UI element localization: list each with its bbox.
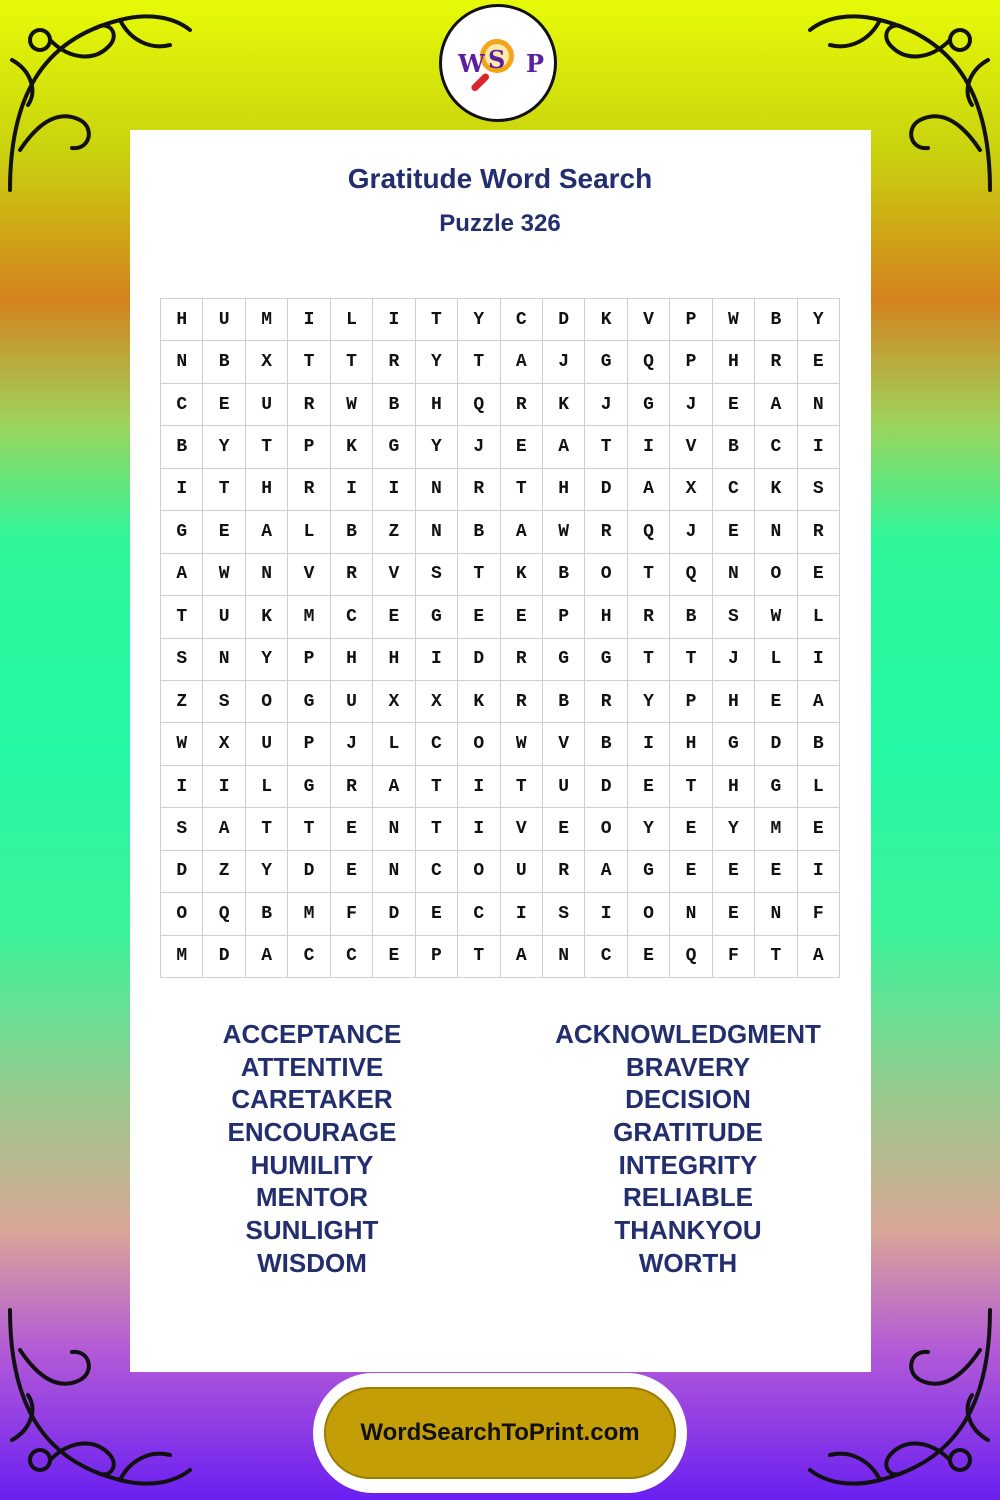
grid-cell[interactable]: G [585,341,627,383]
grid-cell[interactable]: R [798,511,840,553]
grid-cell[interactable]: B [670,596,712,638]
grid-cell[interactable]: O [458,723,500,765]
grid-cell[interactable]: X [670,469,712,511]
grid-cell[interactable]: H [373,639,415,681]
grid-cell[interactable]: I [373,469,415,511]
grid-cell[interactable]: H [331,639,373,681]
grid-cell[interactable]: H [670,723,712,765]
grid-cell[interactable]: T [458,936,500,978]
grid-cell[interactable]: Y [713,808,755,850]
grid-cell[interactable]: H [246,469,288,511]
grid-cell[interactable]: C [585,936,627,978]
grid-cell[interactable]: S [203,681,245,723]
grid-cell[interactable]: T [458,341,500,383]
grid-cell[interactable]: A [755,384,797,426]
grid-cell[interactable]: U [501,851,543,893]
grid-cell[interactable]: E [798,808,840,850]
grid-cell[interactable]: I [628,723,670,765]
grid-cell[interactable]: I [798,426,840,468]
grid-cell[interactable]: F [713,936,755,978]
grid-cell[interactable]: T [416,299,458,341]
grid-cell[interactable]: G [628,384,670,426]
grid-cell[interactable]: E [373,936,415,978]
grid-cell[interactable]: E [755,851,797,893]
grid-cell[interactable]: Q [203,893,245,935]
grid-cell[interactable]: G [543,639,585,681]
grid-cell[interactable]: O [246,681,288,723]
grid-cell[interactable]: S [161,808,203,850]
grid-cell[interactable]: C [501,299,543,341]
grid-cell[interactable]: V [543,723,585,765]
grid-cell[interactable]: N [670,893,712,935]
grid-cell[interactable]: E [628,936,670,978]
word-list-item: GRATITUDE [613,1117,763,1148]
grid-cell[interactable]: A [628,469,670,511]
word-list-item: ACKNOWLEDGMENT [555,1019,821,1049]
grid-cell[interactable]: T [501,766,543,808]
grid-cell[interactable]: Q [628,341,670,383]
grid-cell[interactable]: I [416,639,458,681]
grid-cell[interactable]: I [288,299,330,341]
grid-cell[interactable]: E [798,554,840,596]
grid-cell[interactable]: R [543,851,585,893]
grid-cell[interactable]: Y [246,639,288,681]
grid-cell[interactable]: P [543,596,585,638]
grid-cell[interactable]: A [501,511,543,553]
word-list-item: MENTOR [255,1182,369,1213]
grid-cell[interactable]: J [331,723,373,765]
grid-cell[interactable]: N [416,469,458,511]
grid-cell[interactable]: E [543,808,585,850]
grid-cell[interactable]: B [543,554,585,596]
grid-cell[interactable]: C [161,384,203,426]
grid-cell[interactable]: R [501,384,543,426]
grid-cell[interactable]: B [203,341,245,383]
grid-cell[interactable]: H [713,766,755,808]
grid-cell[interactable]: O [585,808,627,850]
grid-cell[interactable]: T [501,469,543,511]
grid-cell[interactable]: J [713,639,755,681]
grid-cell[interactable]: N [798,384,840,426]
grid-cell[interactable]: H [543,469,585,511]
grid-cell[interactable]: B [798,723,840,765]
grid-cell[interactable]: S [416,554,458,596]
grid-cell[interactable]: A [203,808,245,850]
grid-cell[interactable]: E [331,808,373,850]
word-list-item: WISDOM [257,1247,367,1278]
grid-cell[interactable]: Z [373,511,415,553]
grid-cell[interactable]: O [458,851,500,893]
grid-cell[interactable]: D [373,893,415,935]
grid-cell[interactable]: P [288,426,330,468]
grid-cell[interactable]: R [331,766,373,808]
grid-cell[interactable]: T [628,554,670,596]
grid-cell[interactable]: E [501,426,543,468]
grid-cell[interactable]: C [416,723,458,765]
grid-cell[interactable]: B [585,723,627,765]
grid-cell[interactable]: I [501,893,543,935]
grid-cell[interactable]: I [161,469,203,511]
grid-cell[interactable]: N [755,893,797,935]
grid-cell[interactable]: D [585,469,627,511]
grid-cell[interactable]: Z [203,851,245,893]
grid-cell[interactable]: H [161,299,203,341]
grid-cell[interactable]: V [628,299,670,341]
grid-cell[interactable]: S [798,469,840,511]
grid-cell[interactable]: E [373,596,415,638]
grid-cell[interactable]: D [755,723,797,765]
grid-cell[interactable]: R [501,639,543,681]
grid-cell[interactable]: F [798,893,840,935]
grid-cell[interactable]: G [628,851,670,893]
grid-cell[interactable]: P [416,936,458,978]
grid-cell[interactable]: W [755,596,797,638]
grid-cell[interactable]: Q [670,936,712,978]
grid-cell[interactable]: Q [628,511,670,553]
grid-cell[interactable]: S [713,596,755,638]
grid-cell[interactable]: B [755,299,797,341]
word-list-item: WORTH [638,1247,738,1278]
grid-cell[interactable]: P [288,723,330,765]
grid-cell[interactable]: X [246,341,288,383]
grid-cell[interactable]: B [373,384,415,426]
grid-cell[interactable]: R [501,681,543,723]
grid-cell[interactable]: N [246,554,288,596]
grid-cell[interactable]: Y [628,681,670,723]
word-list-right [498,1018,878,1280]
letter-grid [160,298,840,978]
grid-cell[interactable]: J [670,384,712,426]
wsp-logo [439,4,557,122]
grid-cell[interactable]: J [585,384,627,426]
grid-cell[interactable]: W [501,723,543,765]
word-list-item: BRAVERY [625,1051,751,1082]
grid-cell[interactable]: G [755,766,797,808]
grid-cell[interactable]: G [161,511,203,553]
grid-cell[interactable]: S [543,893,585,935]
grid-cell[interactable]: N [543,936,585,978]
grid-cell[interactable]: Y [416,341,458,383]
grid-cell[interactable]: O [755,554,797,596]
grid-cell[interactable]: U [246,384,288,426]
grid-cell[interactable]: Y [416,426,458,468]
grid-cell[interactable]: N [373,851,415,893]
logo-letter-s: S [488,45,506,74]
grid-cell[interactable]: K [458,681,500,723]
grid-cell[interactable]: D [458,639,500,681]
grid-cell[interactable]: H [713,341,755,383]
grid-cell[interactable]: N [416,511,458,553]
grid-cell[interactable]: T [246,808,288,850]
grid-cell[interactable]: E [670,851,712,893]
grid-cell[interactable]: I [331,469,373,511]
word-list-item: RELIABLE [623,1182,753,1213]
grid-cell[interactable]: Z [161,681,203,723]
grid-cell[interactable]: A [543,426,585,468]
grid-cell[interactable]: T [246,426,288,468]
grid-cell[interactable]: X [203,723,245,765]
grid-cell[interactable]: O [585,554,627,596]
grid-cell[interactable]: B [543,681,585,723]
grid-cell[interactable]: M [755,808,797,850]
grid-cell[interactable]: K [331,426,373,468]
grid-cell[interactable]: L [798,766,840,808]
grid-cell[interactable]: U [203,299,245,341]
grid-cell[interactable]: T [331,341,373,383]
logo-letter-w: W [458,49,485,78]
grid-cell[interactable]: T [161,596,203,638]
grid-cell[interactable]: S [161,639,203,681]
grid-cell[interactable]: C [755,426,797,468]
grid-cell[interactable]: E [755,681,797,723]
grid-cell[interactable]: L [798,596,840,638]
grid-cell[interactable]: I [798,851,840,893]
grid-cell[interactable]: J [543,341,585,383]
grid-cell[interactable]: L [755,639,797,681]
grid-cell[interactable]: W [543,511,585,553]
grid-cell[interactable]: V [373,554,415,596]
grid-cell[interactable]: H [585,596,627,638]
grid-cell[interactable]: I [161,766,203,808]
grid-cell[interactable]: A [373,766,415,808]
grid-cell[interactable]: B [458,511,500,553]
page-title: Gratitude Word Search [347,163,653,194]
grid-cell[interactable]: V [501,808,543,850]
grid-cell[interactable]: L [331,299,373,341]
grid-cell[interactable]: J [670,511,712,553]
grid-cell[interactable]: Q [458,384,500,426]
grid-cell[interactable]: I [798,639,840,681]
grid-cell[interactable]: E [203,384,245,426]
grid-cell[interactable]: C [416,851,458,893]
grid-cell[interactable]: A [501,341,543,383]
grid-cell[interactable]: X [373,681,415,723]
grid-cell[interactable]: M [161,936,203,978]
grid-cell[interactable]: D [543,299,585,341]
puzzle-number: Puzzle 326 [439,210,561,237]
grid-cell[interactable]: I [628,426,670,468]
grid-cell[interactable]: R [288,384,330,426]
grid-cell[interactable]: E [713,511,755,553]
word-list-item: DECISION [625,1084,751,1115]
grid-cell[interactable]: B [331,511,373,553]
grid-cell[interactable]: W [161,723,203,765]
grid-cell[interactable]: K [543,384,585,426]
grid-cell[interactable]: G [373,426,415,468]
logo-letter-p: P [526,49,545,78]
grid-cell[interactable]: Y [203,426,245,468]
grid-cell[interactable]: G [288,681,330,723]
grid-cell[interactable]: O [628,893,670,935]
grid-cell[interactable]: G [585,639,627,681]
word-list-left [122,1018,502,1280]
grid-cell[interactable]: N [713,554,755,596]
grid-cell[interactable]: J [458,426,500,468]
grid-cell[interactable]: N [755,511,797,553]
grid-cell[interactable]: E [628,766,670,808]
grid-cell[interactable]: T [288,341,330,383]
grid-cell[interactable]: R [331,554,373,596]
grid-cell[interactable]: B [713,426,755,468]
grid-cell[interactable]: M [288,596,330,638]
grid-cell[interactable]: A [246,936,288,978]
grid-cell[interactable]: W [203,554,245,596]
grid-cell[interactable]: V [288,554,330,596]
grid-cell[interactable]: D [161,851,203,893]
grid-cell[interactable]: H [416,384,458,426]
grid-cell[interactable]: Y [246,851,288,893]
word-list-item: SUNLIGHT [245,1215,379,1246]
grid-cell[interactable]: R [628,596,670,638]
grid-cell[interactable]: T [755,936,797,978]
grid-cell[interactable]: T [203,469,245,511]
grid-cell[interactable]: A [246,511,288,553]
grid-cell[interactable]: T [458,554,500,596]
word-list-item: ATTENTIVE [240,1051,384,1082]
grid-cell[interactable]: A [501,936,543,978]
grid-cell[interactable]: Y [628,808,670,850]
grid-cell[interactable]: F [331,893,373,935]
grid-cell[interactable]: E [798,341,840,383]
grid-cell[interactable]: K [755,469,797,511]
grid-cell[interactable]: R [755,341,797,383]
grid-cell[interactable]: I [585,893,627,935]
grid-cell[interactable]: T [416,808,458,850]
grid-cell[interactable]: K [501,554,543,596]
grid-cell[interactable]: W [713,299,755,341]
grid-cell[interactable]: U [203,596,245,638]
grid-cell[interactable]: U [246,723,288,765]
grid-cell[interactable]: E [670,808,712,850]
grid-cell[interactable]: E [203,511,245,553]
grid-cell[interactable]: G [288,766,330,808]
grid-cell[interactable]: I [458,766,500,808]
grid-cell[interactable]: M [288,893,330,935]
word-list-item: HUMILITY [250,1149,374,1180]
grid-cell[interactable]: E [501,596,543,638]
grid-cell[interactable]: L [373,723,415,765]
grid-cell[interactable]: K [246,596,288,638]
grid-cell[interactable]: W [331,384,373,426]
grid-cell[interactable]: C [458,893,500,935]
word-list-item: INTEGRITY [618,1149,758,1180]
grid-cell[interactable]: E [713,384,755,426]
grid-cell[interactable]: N [161,341,203,383]
grid-cell[interactable]: R [585,511,627,553]
grid-cell[interactable]: E [331,851,373,893]
grid-cell[interactable]: G [713,723,755,765]
grid-cell[interactable]: U [543,766,585,808]
grid-cell[interactable]: R [585,681,627,723]
grid-cell[interactable]: V [670,426,712,468]
grid-cell[interactable]: K [585,299,627,341]
grid-cell[interactable]: T [670,639,712,681]
grid-cell[interactable]: M [246,299,288,341]
grid-cell[interactable]: B [161,426,203,468]
grid-cell[interactable]: D [203,936,245,978]
grid-cell[interactable]: E [416,893,458,935]
grid-cell[interactable]: H [713,681,755,723]
grid-cell[interactable]: C [331,596,373,638]
grid-cell[interactable]: G [416,596,458,638]
grid-cell[interactable]: O [161,893,203,935]
word-list-item: THANKYOU [614,1215,762,1246]
grid-cell[interactable]: C [713,469,755,511]
grid-cell[interactable]: D [288,851,330,893]
grid-cell[interactable]: E [713,851,755,893]
grid-cell[interactable]: C [288,936,330,978]
grid-cell[interactable]: I [203,766,245,808]
grid-cell[interactable]: D [585,766,627,808]
grid-cell[interactable]: E [458,596,500,638]
grid-cell[interactable]: P [288,639,330,681]
grid-cell[interactable]: A [585,851,627,893]
grid-cell[interactable]: P [670,681,712,723]
grid-cell[interactable]: N [203,639,245,681]
grid-cell[interactable]: R [458,469,500,511]
grid-cell[interactable]: I [373,299,415,341]
grid-cell[interactable]: U [331,681,373,723]
grid-cell[interactable]: Q [670,554,712,596]
word-list-item: ENCOURAGE [227,1117,397,1148]
grid-cell[interactable]: L [246,766,288,808]
grid-cell[interactable]: T [628,639,670,681]
grid-cell[interactable]: E [713,893,755,935]
grid-cell[interactable]: R [373,341,415,383]
word-list-item: ACCEPTANCE [222,1019,402,1049]
grid-cell[interactable]: A [798,681,840,723]
grid-cell[interactable]: N [373,808,415,850]
grid-cell[interactable]: Y [458,299,500,341]
grid-cell[interactable]: B [246,893,288,935]
grid-cell[interactable]: T [670,766,712,808]
grid-cell[interactable]: C [331,936,373,978]
word-list-item: CARETAKER [231,1084,393,1115]
grid-cell[interactable]: T [416,766,458,808]
grid-cell[interactable]: X [416,681,458,723]
grid-cell[interactable]: Y [798,299,840,341]
grid-cell[interactable]: T [585,426,627,468]
grid-cell[interactable]: T [288,808,330,850]
grid-cell[interactable]: P [670,299,712,341]
grid-cell[interactable]: L [288,511,330,553]
grid-cell[interactable]: A [161,554,203,596]
grid-cell[interactable]: I [458,808,500,850]
grid-cell[interactable]: A [798,936,840,978]
grid-cell[interactable]: R [288,469,330,511]
grid-cell[interactable]: P [670,341,712,383]
website-link-button[interactable]: WordSearchToPrint.com [324,1387,676,1479]
